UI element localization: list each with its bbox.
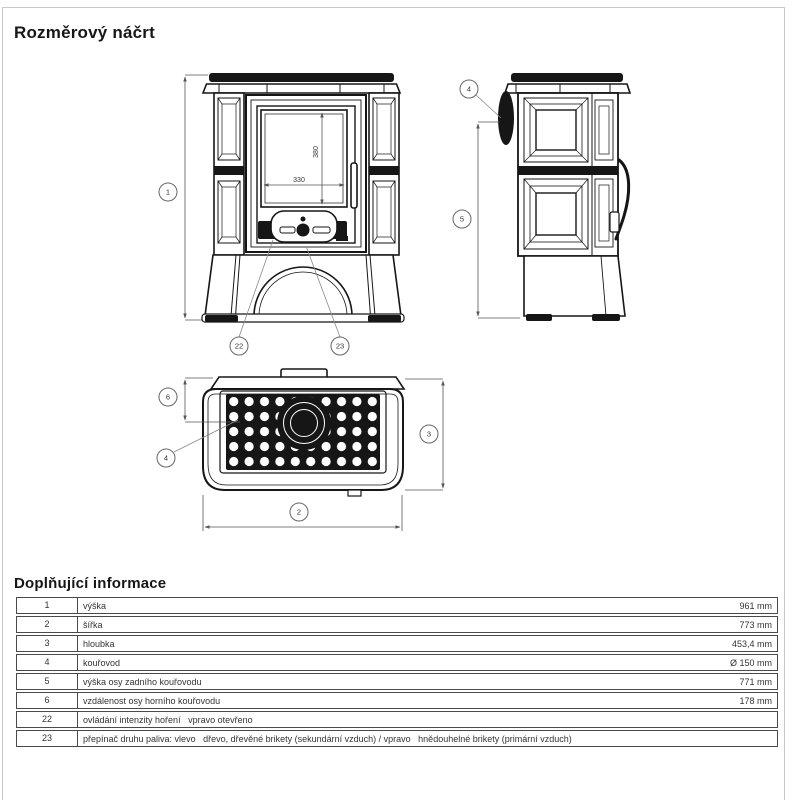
row-number: 22 xyxy=(17,712,78,727)
row-label: přepínač druhu paliva: vlevo dřevo, dřevěné brikety (sekundární vzduch) / vpravo hnědouhelné brikety (primární vzduch) xyxy=(83,733,572,744)
row-label: ovládání intenzity hoření vpravo otevřeno xyxy=(83,714,253,725)
table-row xyxy=(16,673,778,690)
row-number: 6 xyxy=(17,693,78,708)
table-row xyxy=(16,730,778,747)
row-label: výška osy zadního kouřovodu xyxy=(83,676,202,687)
glass-width-dim: 330 xyxy=(293,177,305,184)
top-view xyxy=(157,369,443,531)
side-view xyxy=(453,73,630,321)
table-row xyxy=(16,635,778,652)
row-number: 4 xyxy=(17,655,78,670)
row-label: kouřovod xyxy=(83,657,121,668)
callout-3-label: 3 xyxy=(426,429,432,439)
dimensions-table xyxy=(16,597,778,749)
callout-23-label: 23 xyxy=(335,341,345,351)
row-label: vzdálenost osy horního kouřovodu xyxy=(83,695,221,706)
row-value: 773 mm xyxy=(739,619,772,630)
table-row xyxy=(16,616,778,633)
callout-5-label: 5 xyxy=(459,214,465,224)
table-row xyxy=(16,692,778,709)
callout-4-top-label: 4 xyxy=(163,453,169,463)
row-number: 3 xyxy=(17,636,78,651)
row-value: 961 mm xyxy=(739,600,772,611)
row-label: hloubka xyxy=(83,638,115,649)
row-value: 453,4 mm xyxy=(731,638,772,649)
row-number: 2 xyxy=(17,617,78,632)
row-number: 5 xyxy=(17,674,78,689)
page-title: Rozměrový náčrt xyxy=(14,23,155,42)
row-label: výška xyxy=(83,600,107,611)
table-row xyxy=(16,597,778,614)
row-value: Ø 150 mm xyxy=(729,657,772,668)
front-view xyxy=(159,73,404,355)
callout-1-label: 1 xyxy=(165,187,171,197)
row-value: 771 mm xyxy=(739,676,772,687)
row-value: 178 mm xyxy=(739,695,772,706)
row-label: šířka xyxy=(83,619,103,630)
row-number: 23 xyxy=(17,731,78,746)
glass-height-dim: 380 xyxy=(313,146,320,158)
info-section-title: Doplňující informace xyxy=(14,575,167,592)
callout-22-label: 22 xyxy=(234,341,244,351)
callout-6-label: 6 xyxy=(165,392,171,402)
callout-2-label: 2 xyxy=(296,507,302,517)
table-row xyxy=(16,711,778,728)
table-row xyxy=(16,654,778,671)
callout-4-side-label: 4 xyxy=(466,84,472,94)
row-number: 1 xyxy=(17,598,78,613)
